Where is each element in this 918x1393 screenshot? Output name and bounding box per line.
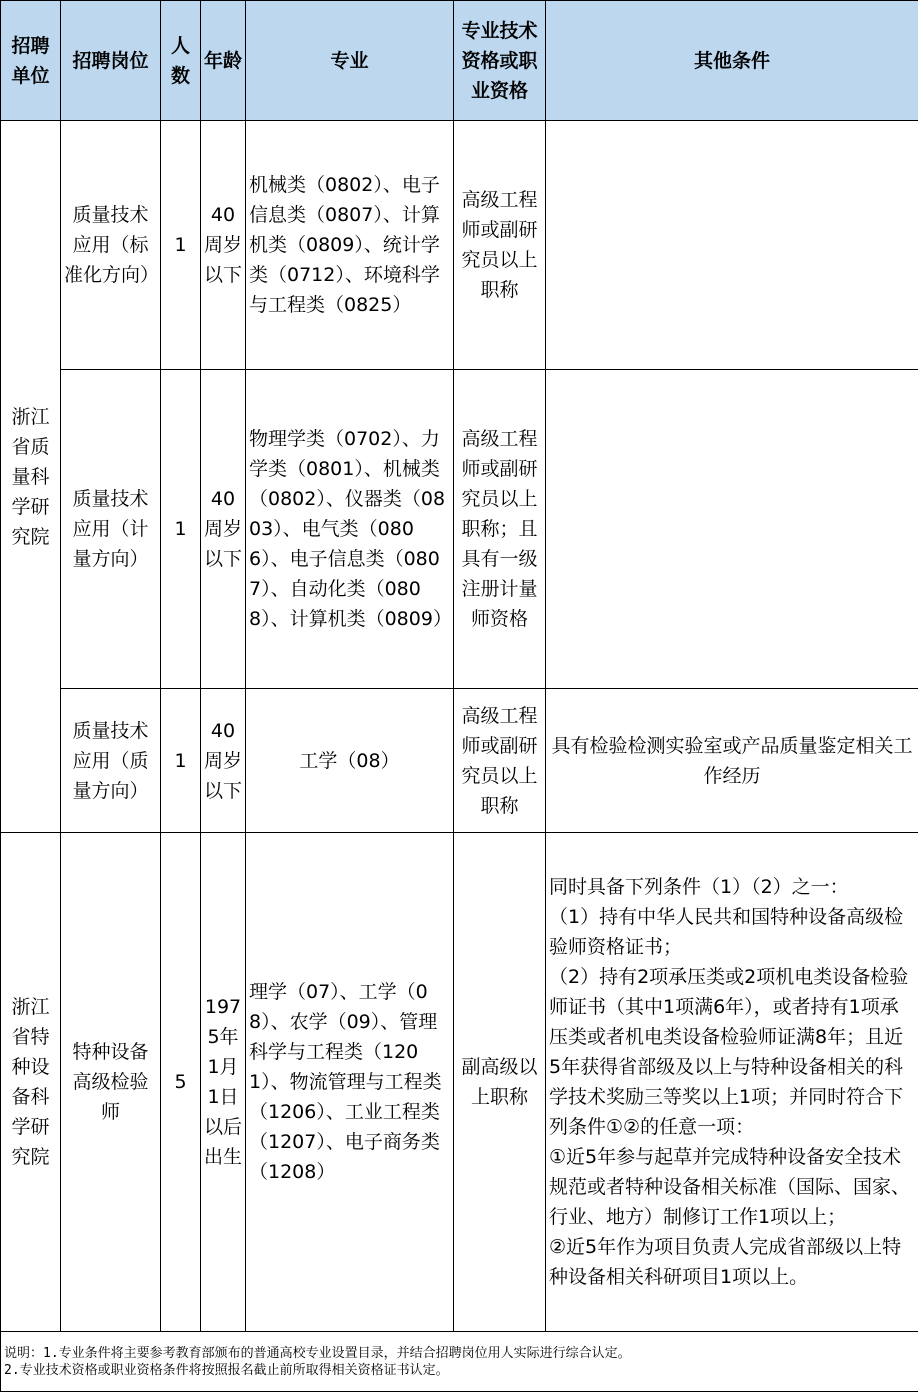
note-line: 2.专业技术资格或职业资格条件将按照报名截止前所取得相关资格证书认定。 bbox=[4, 1362, 449, 1378]
other-cell: 具有检验检测实验室或产品质量鉴定相关工作经历 bbox=[546, 689, 918, 833]
age-cell: 1975年1月1日以后出生 bbox=[201, 833, 246, 1332]
major-cell: 物理学类（0702）、力学类（0801）、机械类（0802）、仪器类（0803）、电气类（0806）、电子信息类（0807）、自动化类（0808）、计算机类（0809） bbox=[246, 370, 454, 689]
table-row bbox=[1, 121, 918, 370]
count-cell: 1 bbox=[161, 689, 201, 833]
condition-line: （1）持有中华人民共和国特种设备高级检验师资格证书； bbox=[549, 906, 904, 958]
age-cell: 40周岁以下 bbox=[201, 370, 246, 689]
unit-cell: 浙江省特种设备科学研究院 bbox=[1, 833, 61, 1332]
table-row bbox=[1, 689, 918, 833]
major-cell: 工学（08） bbox=[246, 689, 454, 833]
unit-cell: 浙江省质量科学研究院 bbox=[1, 121, 61, 833]
age-cell: 40周岁以下 bbox=[201, 121, 246, 370]
position-cell: 质量技术应用（计量方向） bbox=[61, 370, 161, 689]
other-cell bbox=[546, 370, 918, 689]
condition-line: ①近5年参与起草并完成特种设备安全技术规范或者特种设备相关标准（国际、国家、行业、地方）制修订工作1项以上； bbox=[549, 1146, 911, 1228]
qualification-cell: 高级工程师或副研究员以上职称 bbox=[454, 121, 546, 370]
header-age: 年龄 bbox=[201, 1, 246, 121]
table-row bbox=[1, 370, 918, 689]
header-row bbox=[1, 1, 918, 121]
header-unit: 招聘单位 bbox=[1, 1, 61, 121]
header-major: 专业 bbox=[246, 1, 454, 121]
notes-row bbox=[1, 1332, 918, 1392]
position-cell: 特种设备高级检验师 bbox=[61, 833, 161, 1332]
count-cell: 1 bbox=[161, 121, 201, 370]
qualification-cell: 高级工程师或副研究员以上职称；且具有一级注册计量师资格 bbox=[454, 370, 546, 689]
condition-line: 同时具备下列条件（1）（2）之一： bbox=[549, 876, 849, 898]
notes-cell bbox=[1, 1332, 918, 1392]
count-cell: 1 bbox=[161, 370, 201, 689]
header-count: 人数 bbox=[161, 1, 201, 121]
header-qualification: 专业技术资格或职业资格 bbox=[454, 1, 546, 121]
age-cell: 40周岁以下 bbox=[201, 689, 246, 833]
major-cell: 机械类（0802）、电子信息类（0807）、计算机类（0809）、统计学类（0712）、环境科学与工程类（0825） bbox=[246, 121, 454, 370]
header-position: 招聘岗位 bbox=[61, 1, 161, 121]
condition-line: ②近5年作为项目负责人完成省部级以上特种设备相关科研项目1项以上。 bbox=[549, 1236, 902, 1288]
header-other: 其他条件 bbox=[546, 1, 918, 121]
table-row bbox=[1, 833, 918, 1332]
other-cell bbox=[546, 121, 918, 370]
qualification-cell: 副高级以上职称 bbox=[454, 833, 546, 1332]
other-cell bbox=[546, 833, 918, 1332]
position-cell: 质量技术应用（质量方向） bbox=[61, 689, 161, 833]
condition-line: （2）持有2项承压类或2项机电类设备检验师证书（其中1项满6年），或者持有1项承压类或者机电类设备检验师证满8年；且近5年获得省部级及以上与特种设备相关的科学技术奖励三等奖以上1项；并同时符合下列条件①②的任意一项： bbox=[549, 966, 909, 1138]
note-line: 说明：1.专业条件将主要参考教育部颁布的普通高校专业设置目录，并结合招聘岗位用人实际进行综合认定。 bbox=[4, 1345, 631, 1361]
position-cell: 质量技术应用（标准化方向） bbox=[61, 121, 161, 370]
count-cell: 5 bbox=[161, 833, 201, 1332]
qualification-cell: 高级工程师或副研究员以上职称 bbox=[454, 689, 546, 833]
major-cell: 理学（07）、工学（08）、农学（09）、管理科学与工程类（1201）、物流管理与工程类（1206）、工业工程类（1207）、电子商务类（1208） bbox=[246, 833, 454, 1332]
